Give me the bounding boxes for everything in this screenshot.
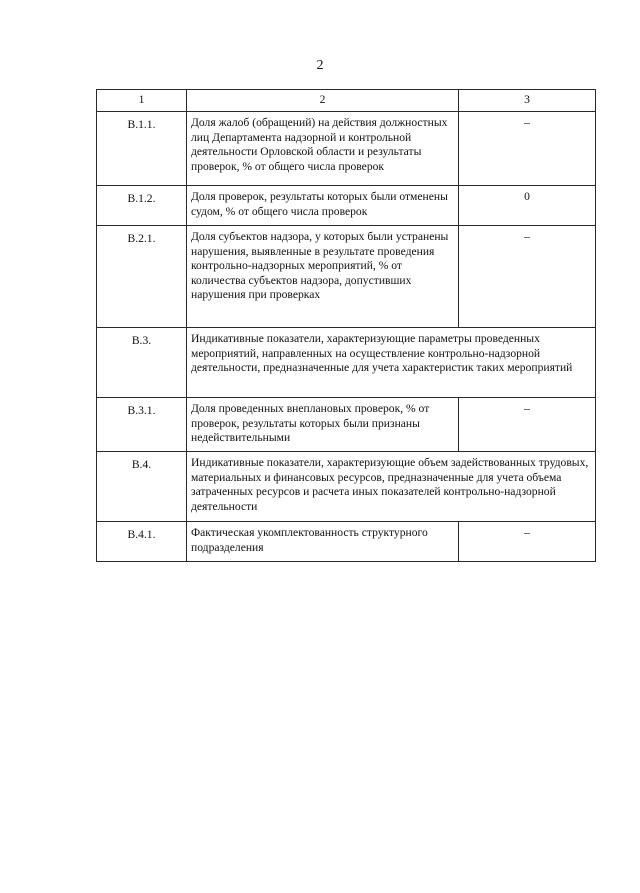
table-row bbox=[97, 522, 596, 562]
indicator-group-text: Индикативные показатели, характеризующие параметры проведенных мероприятий, направленных на осуществление контрольно-надзорной деятельности, предназначенные для учета характеристик таких мероприятий bbox=[187, 328, 596, 398]
indicator-text: Доля проверок, результаты которых были отменены судом, % от общего числа проверок bbox=[187, 186, 459, 226]
page-number: 2 bbox=[316, 58, 324, 73]
indicator-code: В.4.1. bbox=[97, 522, 187, 562]
indicator-code: В.3. bbox=[97, 328, 187, 398]
column-header-1: 1 bbox=[97, 90, 187, 112]
table-row bbox=[97, 186, 596, 226]
table-row bbox=[97, 398, 596, 452]
indicator-value: 0 bbox=[459, 186, 596, 226]
column-header-2: 2 bbox=[187, 90, 459, 112]
column-header-3: 3 bbox=[459, 90, 596, 112]
indicator-group-text: Индикативные показатели, характеризующие объем задействованных трудовых, материальных и финансовых ресурсов, предназначенные для учета объема затраченных ресурсов и расчета иных показателей контрольно-надзорной деятельности bbox=[187, 452, 596, 522]
indicator-code: В.1.1. bbox=[97, 112, 187, 186]
table-row bbox=[97, 452, 596, 522]
indicator-value: – bbox=[459, 398, 596, 452]
table-row bbox=[97, 226, 596, 328]
table-row bbox=[97, 328, 596, 398]
indicator-code: В.4. bbox=[97, 452, 187, 522]
table-row bbox=[97, 112, 596, 186]
indicator-value: – bbox=[459, 112, 596, 186]
indicator-code: В.3.1. bbox=[97, 398, 187, 452]
table-header-row bbox=[97, 90, 596, 112]
indicator-text: Доля проведенных внеплановых проверок, % от проверок, результаты которых были признаны недействительными bbox=[187, 398, 459, 452]
indicators-table bbox=[96, 89, 596, 562]
indicator-text: Фактическая укомплектованность структурного подразделения bbox=[187, 522, 459, 562]
indicator-text: Доля субъектов надзора, у которых были устранены нарушения, выявленные в результате проведения контрольно-надзорных мероприятий, % от количества субъектов надзора, допустивших нарушения при проверках bbox=[187, 226, 459, 328]
indicator-text: Доля жалоб (обращений) на действия должностных лиц Департамента надзорной и контрольной деятельности Орловской области и результаты проверок, % от общего числа проверок bbox=[187, 112, 459, 186]
indicator-value: – bbox=[459, 226, 596, 328]
indicator-code: В.1.2. bbox=[97, 186, 187, 226]
indicator-code: В.2.1. bbox=[97, 226, 187, 328]
indicator-value: – bbox=[459, 522, 596, 562]
